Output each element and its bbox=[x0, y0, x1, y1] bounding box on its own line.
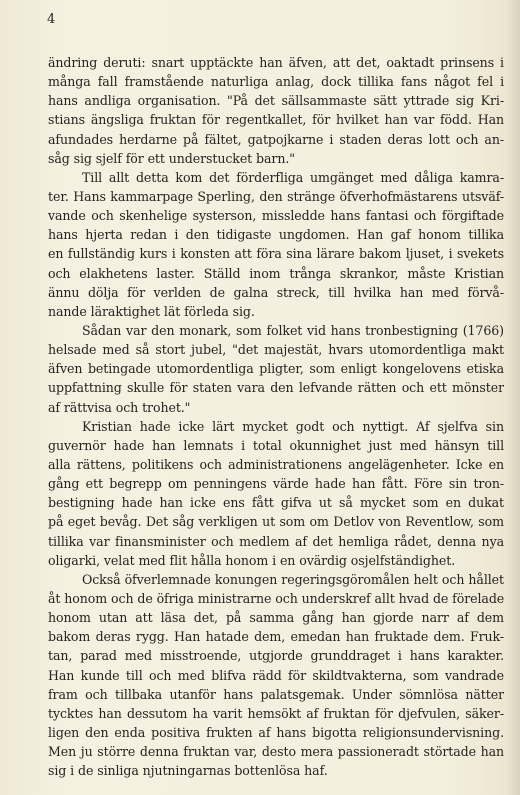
page-edge-shadow bbox=[506, 0, 520, 795]
text-line: åt honom och de öfriga ministrarne och underskref allt hvad de förelade bbox=[48, 590, 504, 606]
text-line: stians ängsliga fruktan för regentkallet, för hvilket han var född. Han bbox=[48, 112, 504, 128]
text-line: tillika var finansminister och medlem af det hemliga rådet, denna nya bbox=[48, 533, 504, 549]
page-number: 4 bbox=[47, 12, 56, 27]
text-line: hans hjerta redan i den tidigaste ungdomen. Han gaf honom tillika bbox=[48, 227, 504, 243]
text-line: på eget bevåg. Det såg verkligen ut som om Detlov von Reventlow, som bbox=[48, 514, 504, 530]
text-line: gång ett begrepp om penningens värde hade han fått. Före sin tron- bbox=[48, 476, 504, 492]
text-line: afundades herdarne på fältet, gatpojkarne i staden deras lott och an- bbox=[48, 131, 504, 147]
text-line: äfven betingade utomordentliga pligter, som enligt kongelovens etiska bbox=[48, 361, 504, 377]
body-text bbox=[48, 53, 504, 780]
text-line: ändring deruti: snart upptäckte han äfven, att det, oaktadt prinsens i bbox=[48, 55, 504, 70]
text-line: bakom deras rygg. Han hatade dem, emedan han fruktade dem. Fruk- bbox=[48, 629, 504, 645]
text-line: hans andliga organisation. "På det sällsammaste sätt yttrade sig Kri- bbox=[48, 93, 504, 109]
text-line: ännu dölja för verlden de galna streck, till hvilka han med förvå- bbox=[48, 284, 504, 300]
text-line: många fall framstående naturliga anlag, dock tillika fans något fel i bbox=[48, 74, 504, 90]
text-line: Han kunde till och med blifva rädd för skildtvakterna, som vandrade bbox=[48, 667, 504, 683]
text-line: Sådan var den monark, som folket vid hans tronbestigning (1766) bbox=[82, 322, 504, 338]
text-line: Också öfverlemnade konungen regeringsgöromålen helt och hållet bbox=[82, 571, 504, 587]
text-line: Kristian hade icke lärt mycket godt och nyttigt. Af sjelfva sin bbox=[82, 418, 504, 434]
text-line: och elakhetens laster. Ställd inom trånga skrankor, måste Kristian bbox=[48, 265, 504, 281]
text-line: Men ju större denna fruktan var, desto mera passioneradt störtade han bbox=[48, 744, 504, 760]
text-line: honom utan att läsa det, på samma gång han gjorde narr af dem bbox=[48, 610, 504, 626]
text-line: vande och skenhelige systerson, missledde hans fantasi och förgiftade bbox=[48, 208, 504, 224]
text-line: guvernör hade han lemnats i total okunnighet just med hänsyn till bbox=[48, 437, 504, 453]
text-line: såg sig sjelf för ett understucket barn." bbox=[48, 150, 295, 166]
text-line: oligarki, velat med flit hålla honom i en ovärdig osjelfständighet. bbox=[48, 552, 456, 568]
text-line: tan, parad med misstroende, utgjorde grunddraget i hans karakter. bbox=[48, 648, 504, 664]
text-line: helsade med så stort jubel, "det majestät, hvars utomordentliga makt bbox=[48, 342, 504, 358]
text-line: nande läraktighet lät förleda sig. bbox=[48, 303, 255, 319]
text-line: ter. Hans kammarpage Sperling, den stränge öfverhofmästarens utsväf- bbox=[48, 188, 504, 204]
text-line: Till allt detta kom det förderfliga umgänget med dåliga kamra- bbox=[82, 169, 504, 185]
text-line: af rättvisa och trohet." bbox=[48, 399, 191, 415]
text-line: ligen den enda positiva frukten af hans bigotta religionsundervisning. bbox=[48, 724, 504, 740]
text-line: bestigning hade han icke ens fått gifva ut så mycket som en dukat bbox=[48, 495, 504, 511]
text-line: alla rättens, politikens och administrationens angelägenheter. Icke en bbox=[48, 456, 504, 472]
text-line: fram och tillbaka utanför hans palatsgemak. Under sömnlösa nätter bbox=[48, 686, 504, 702]
text-line: en fullständig kurs i konsten att föra sina lärare bakom ljuset, i svekets bbox=[48, 246, 504, 262]
text-line: uppfattning skulle för staten vara den lefvande rätten och ett mönster bbox=[48, 380, 504, 396]
text-line: tycktes han dessutom ha varit hemsökt af fruktan för djefvulen, säker- bbox=[48, 705, 504, 721]
text-line: sig i de sinliga njutningarnas bottenlösa haf. bbox=[48, 763, 328, 779]
